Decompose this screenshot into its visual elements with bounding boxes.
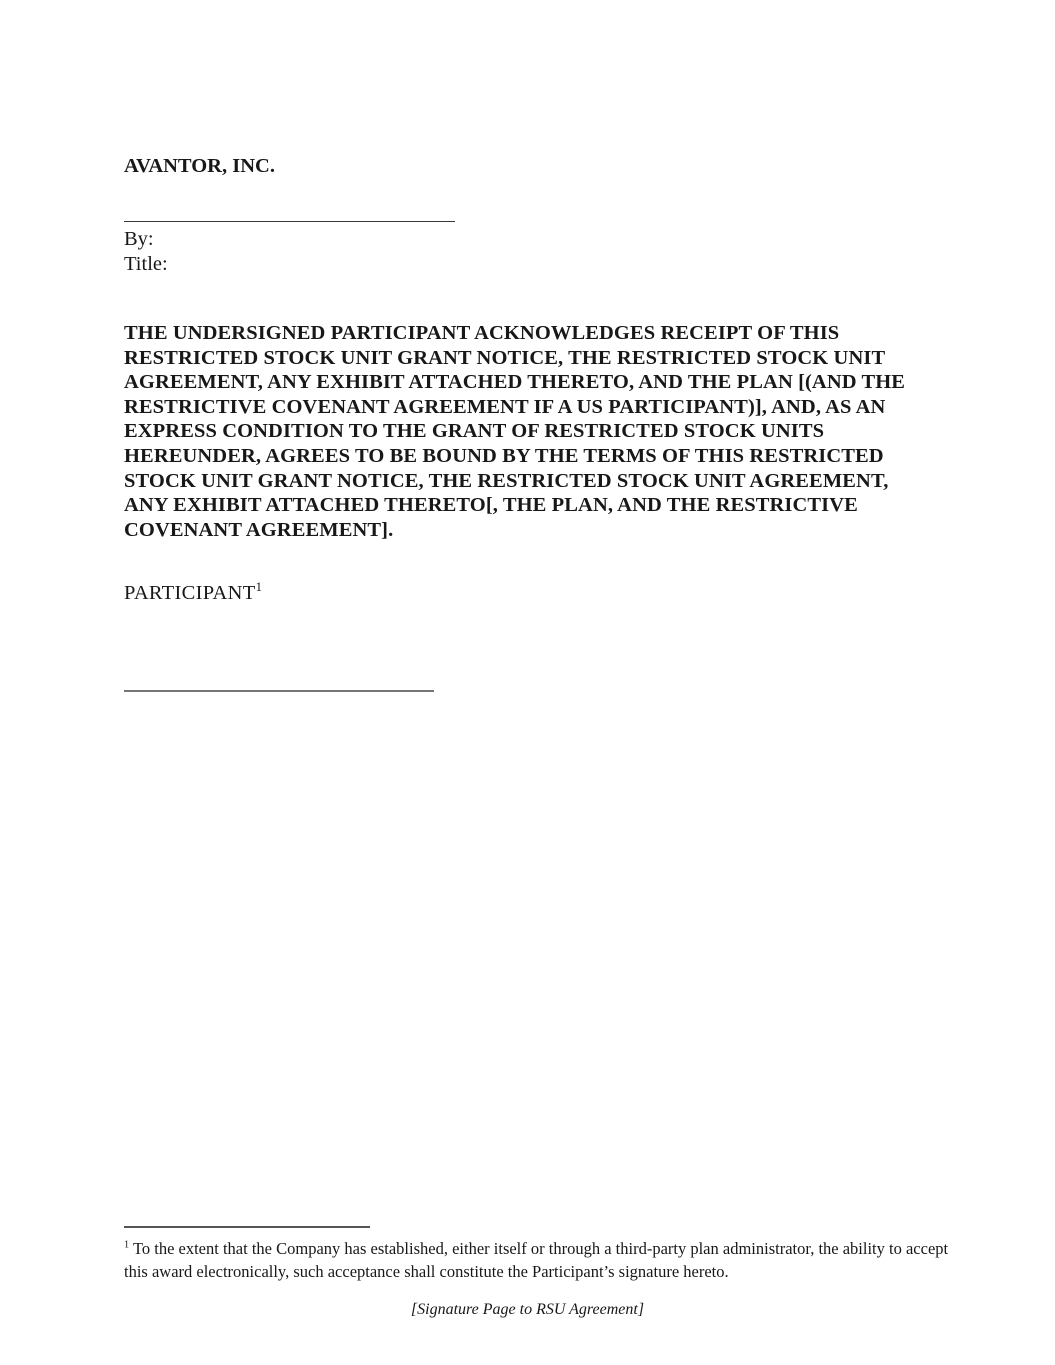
- footnote-number: 1: [124, 1239, 130, 1251]
- acknowledgment-paragraph: [124, 321, 905, 542]
- paragraph-line: RESTRICTIVE COVENANT AGREEMENT IF A US PARTICIPANT)], AND, AS AN: [124, 395, 886, 418]
- paragraph-line: RESTRICTED STOCK UNIT GRANT NOTICE, THE RESTRICTED STOCK UNIT: [124, 346, 886, 369]
- by-label: By:: [124, 228, 154, 250]
- company-signature-block: [124, 227, 168, 276]
- participant-heading: [124, 582, 262, 605]
- page-footer: [Signature Page to RSU Agreement]: [410, 1301, 645, 1318]
- company-name: AVANTOR, INC.: [124, 155, 275, 177]
- company-signature-line: [124, 221, 455, 222]
- paragraph-line: THE UNDERSIGNED PARTICIPANT ACKNOWLEDGES RECEIPT OF THIS: [124, 322, 840, 344]
- paragraph-line: ANY EXHIBIT ATTACHED THERETO[, THE PLAN, AND THE RESTRICTIVE: [124, 494, 858, 517]
- paragraph-line: EXPRESS CONDITION TO THE GRANT OF RESTRICTED STOCK UNITS: [124, 420, 825, 443]
- paragraph-line: COVENANT AGREEMENT].: [124, 518, 394, 541]
- paragraph-line: HEREUNDER, AGREES TO BE BOUND BY THE TERMS OF THIS RESTRICTED: [124, 444, 884, 467]
- footnote-separator-line: [124, 1226, 370, 1228]
- participant-signature-line: [124, 690, 434, 692]
- participant-footnote-reference: 1: [255, 580, 263, 595]
- paragraph-line: STOCK UNIT GRANT NOTICE, THE RESTRICTED STOCK UNIT AGREEMENT,: [124, 469, 889, 492]
- paragraph-line: AGREEMENT, ANY EXHIBIT ATTACHED THERETO, AND THE PLAN [(AND THE: [124, 371, 906, 394]
- participant-label: PARTICIPANT: [124, 582, 256, 604]
- footnote: [124, 1237, 960, 1283]
- title-label: Title:: [124, 252, 168, 275]
- footnote-text: To the extent that the Company has established, either itself or through a third-party plan administrator, the ability to accept this award electronically, such acceptance shall constitute the Participant’s signature hereto.: [124, 1239, 949, 1281]
